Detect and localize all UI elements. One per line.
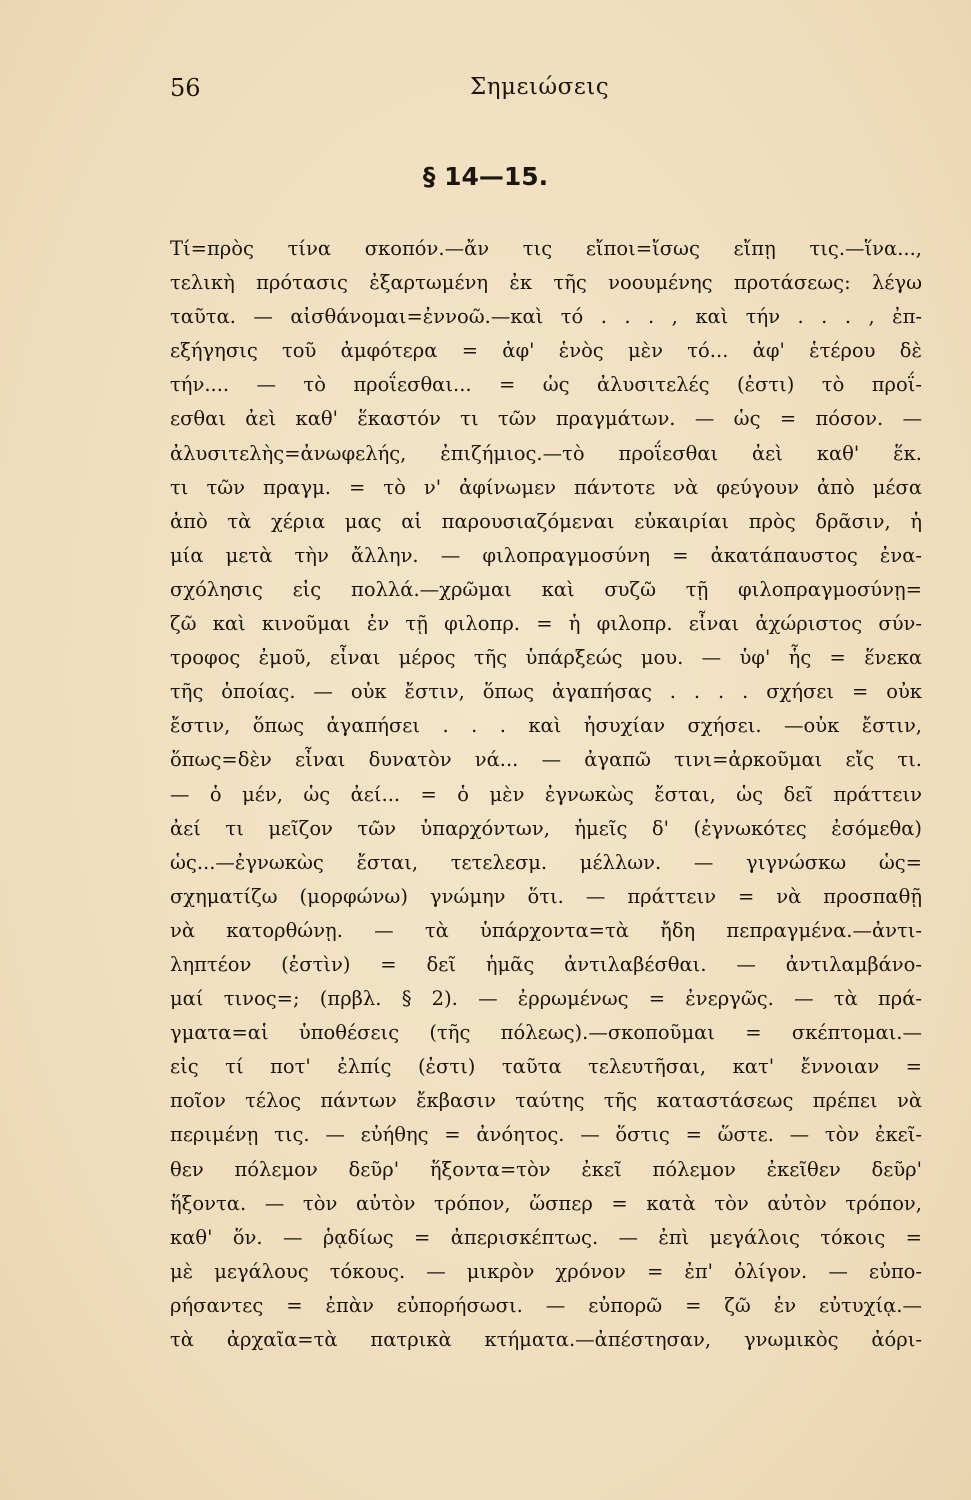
text-line: μὲ μεγάλους τόκους. — μικρὸν χρόνον = ἐπ' ὀλίγον. — εὐπο- xyxy=(170,1259,922,1283)
text-line: μαί τινος=; (πρβλ. § 2). — ἐρρωμένως = ἐνεργῶς. — τὰ πρά- xyxy=(170,987,922,1011)
text-line: εξήγησις τοῦ ἀμφότερα = ἀφ' ἑνὸς μὲν τό... ἀφ' ἑτέρου δὲ xyxy=(170,339,922,363)
text-line: νὰ κατορθώνῃ. — τὰ ὑπάρχοντα=τὰ ἤδη πεπραγμένα.—ἀντι- xyxy=(170,918,922,942)
text-line: θεν πόλεμον δεῦρ' ἥξοντα=τὸν ἐκεῖ πόλεμον ἐκεῖθεν δεῦρ' xyxy=(170,1157,922,1181)
text-line: γματα=αἱ ὑποθέσεις (τῆς πόλεως).—σκοποῦμαι = σκέπτομαι.— xyxy=(170,1021,922,1045)
commentary-text xyxy=(170,232,922,1357)
text-line: τροφος ἐμοῦ, εἶναι μέρος τῆς ὑπάρξεώς μου. — ὑφ' ἧς = ἕνεκα xyxy=(170,646,922,670)
text-line: — ὁ μέν, ὡς ἀεί... = ὁ μὲν ἐγνωκὼς ἔσται, ὡς δεῖ πράττειν xyxy=(170,782,922,806)
text-line: τήν.... — τὸ προΐεσθαι... = ὡς ἀλυσιτελές (ἐστι) τὸ προΐ- xyxy=(170,373,922,397)
text-line: ρήσαντες = ἐπὰν εὐπορήσωσι. — εὐπορῶ = ζῶ ἐν εὐτυχίᾳ.— xyxy=(170,1293,922,1317)
text-line: ποῖον τέλος πάντων ἔκβασιν ταύτης τῆς καταστάσεως πρέπει νὰ xyxy=(170,1089,922,1113)
running-head: Σημειώσεις xyxy=(470,74,610,100)
text-line: ἔστιν, ὅπως ἀγαπήσει . . . καὶ ἡσυχίαν σχήσει. —οὐκ ἔστιν, xyxy=(170,714,922,738)
text-line: τῆς ὁποίας. — οὐκ ἔστιν, ὅπως ἀγαπήσας . . . . σχήσει = οὐκ xyxy=(170,680,922,704)
text-line: τι τῶν πραγμ. = τὸ ν' ἀφίνωμεν πάντοτε νὰ φεύγουν ἀπὸ μέσα xyxy=(170,475,922,499)
text-line: καθ' ὅν. — ῥᾳδίως = ἀπερισκέπτως. — ἐπὶ μεγάλοις τόκοις = xyxy=(170,1225,922,1249)
text-line: ἀπὸ τὰ χέρια μας αἱ παρουσιαζόμεναι εὐκαιρίαι πρὸς δρᾶσιν, ἡ xyxy=(170,509,922,533)
text-line: σχηματίζω (μορφώνω) γνώμην ὅτι. — πράττειν = νὰ προσπαθῇ xyxy=(170,884,922,908)
text-line: ληπτέον (ἐστὶν) = δεῖ ἡμᾶς ἀντιλαβέσθαι. — ἀντιλαμβάνο- xyxy=(170,952,922,976)
page-number: 56 xyxy=(170,74,201,102)
section-heading: § 14—15. xyxy=(422,162,549,191)
text-line: ὡς...—ἐγνωκὼς ἔσται, τετελεσμ. μέλλων. — γιγνώσκω ὡς= xyxy=(170,850,922,874)
text-line: ἀλυσιτελὴς=ἀνωφελής, ἐπιζήμιος.—τὸ προΐεσθαι ἀεὶ καθ' ἕκ. xyxy=(170,441,922,465)
text-line: εἰς τί ποτ' ἐλπίς (ἐστι) ταῦτα τελευτῆσαι, κατ' ἔννοιαν = xyxy=(170,1055,922,1079)
text-line: περιμένῃ τις. — εὐήθης = ἀνόητος. — ὅστις = ὥστε. — τὸν ἐκεῖ- xyxy=(170,1123,922,1147)
text-line: τελικὴ πρότασις ἐξαρτωμένη ἐκ τῆς νοουμένης προτάσεως: λέγω xyxy=(170,271,922,295)
text-line: ζῶ καὶ κινοῦμαι ἐν τῇ φιλοπρ. = ἡ φιλοπρ. εἶναι ἀχώριστος σύν- xyxy=(170,612,922,636)
text-line: ἥξοντα. — τὸν αὐτὸν τρόπον, ὥσπερ = κατὰ τὸν αὐτὸν τρόπον, xyxy=(170,1191,922,1215)
text-line: μία μετὰ τὴν ἄλλην. — φιλοπραγμοσύνη = ἀκατάπαυστος ἐνα- xyxy=(170,543,922,567)
text-line: εσθαι ἀεὶ καθ' ἕκαστόν τι τῶν πραγμάτων. — ὡς = πόσον. — xyxy=(170,407,922,431)
text-line: σχόλησις εἰς πολλά.—χρῶμαι καὶ συζῶ τῇ φιλοπραγμοσύνῃ= xyxy=(170,577,922,601)
page-header xyxy=(170,74,922,108)
text-line: τὰ ἀρχαῖα=τὰ πατρικὰ κτήματα.—ἀπέστησαν, γνωμικὸς ἀόρι- xyxy=(170,1328,922,1351)
text-line: ἀεί τι μεῖζον τῶν ὑπαρχόντων, ἡμεῖς δ' (ἐγνωκότες ἐσόμεθα) xyxy=(170,816,922,840)
text-line: Τί=πρὸς τίνα σκοπόν.—ἄν τις εἴποι=ἴσως εἴπῃ τις.—ἵνα..., xyxy=(170,237,922,260)
text-line: ὅπως=δὲν εἶναι δυνατὸν νά... — ἀγαπῶ τινι=ἀρκοῦμαι εἴς τι. xyxy=(170,748,922,772)
text-line: ταῦτα. — αἰσθάνομαι=ἐννοῶ.—καὶ τό . . . , καὶ τήν . . . , ἐπ- xyxy=(170,305,922,329)
